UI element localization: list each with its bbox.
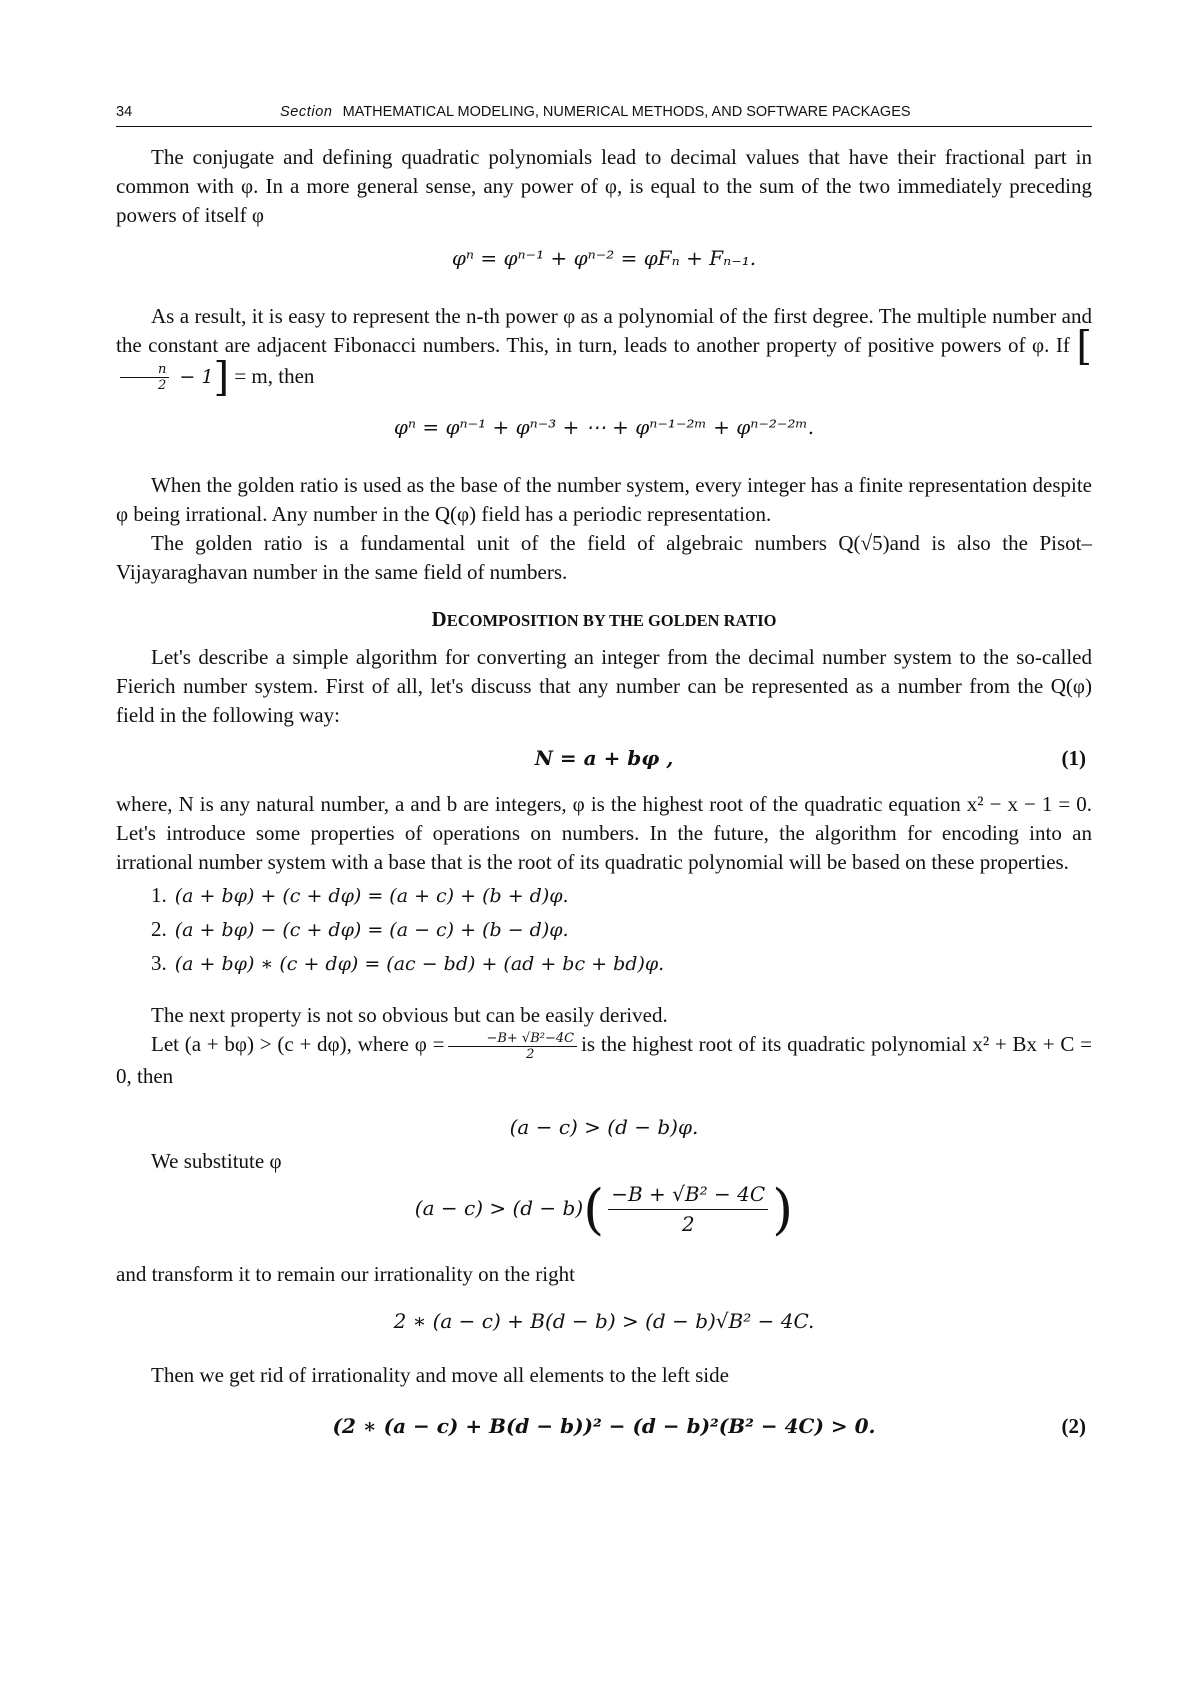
paragraph-2-condition: = m, then bbox=[234, 364, 314, 388]
paragraph-2 bbox=[116, 302, 1092, 393]
equation-1 bbox=[116, 744, 1092, 790]
section-heading bbox=[116, 605, 1092, 635]
equation-2-number: (2) bbox=[1062, 1412, 1087, 1441]
equation-2 bbox=[116, 1412, 1092, 1452]
equation-substitution: (a − c) > (d − b)( −B + √B² − 4C 2 ) bbox=[116, 1180, 1092, 1258]
equation-2-expr: (2 ∗ (a − c) + B(d − b))² − (d − b)²(B² − 4C) > 0. bbox=[333, 1414, 876, 1438]
equation-power: φⁿ = φⁿ⁻¹ + φⁿ⁻² = φFₙ + Fₙ₋₁. bbox=[116, 244, 1092, 302]
property-expression: (a + bφ) ∗ (c + dφ) = (ac − bd) + (ad + bc + bd)φ. bbox=[175, 953, 664, 975]
paragraph-11: Then we get rid of irrationality and move all elements to the left side bbox=[116, 1361, 1092, 1390]
equation-1-number: (1) bbox=[1062, 744, 1087, 773]
paragraph-4: The golden ratio is a fundamental unit of the field of algebraic numbers Q(√5)and is also the Pisot–Vijayaraghavan number in the same field of numbers. bbox=[116, 529, 1092, 587]
property-number: 3. bbox=[151, 951, 167, 975]
paragraph-10: and transform it to remain our irrationality on the right bbox=[116, 1260, 1092, 1289]
paragraph-3: When the golden ratio is used as the base of the number system, every integer has a finite representation despite φ being irrational. Any number in the Q(φ) field has a periodic representation. bbox=[116, 471, 1092, 529]
section-name: MATHEMATICAL MODELING, NUMERICAL METHODS, AND SOFTWARE PACKAGES bbox=[343, 104, 911, 120]
section-word: Section bbox=[280, 104, 333, 120]
phi-fraction: −B+ √B²−4C 2 bbox=[448, 1031, 577, 1062]
equation-1-expr: N = a + bφ , bbox=[535, 746, 674, 770]
floor-expression: [ n 2 − 1] bbox=[116, 335, 1092, 388]
paragraph-8 bbox=[116, 1030, 1092, 1091]
running-header bbox=[116, 100, 1092, 127]
property-expression: (a + bφ) − (c + dφ) = (a − c) + (b − d)φ. bbox=[175, 919, 569, 941]
properties-list bbox=[116, 879, 1092, 981]
section-title bbox=[280, 104, 911, 120]
paragraph-7: The next property is not so obvious but can be easily derived. bbox=[116, 1001, 1092, 1030]
equation-sum: φⁿ = φⁿ⁻¹ + φⁿ⁻³ + ⋯ + φⁿ⁻¹⁻²ᵐ + φⁿ⁻²⁻²ᵐ. bbox=[116, 413, 1092, 471]
equation-inequality: (a − c) > (d − b)φ. bbox=[116, 1113, 1092, 1149]
paragraph-9: We substitute φ bbox=[116, 1147, 1092, 1176]
property-item bbox=[151, 879, 1092, 913]
property-item bbox=[151, 947, 1092, 981]
heading-rest: ECOMPOSITION BY THE GOLDEN RATIO bbox=[447, 611, 777, 630]
paragraph-8-start: Let (a + bφ) > (c + dφ), where φ = bbox=[151, 1032, 444, 1056]
paragraph-1: The conjugate and defining quadratic polynomials lead to decimal values that have their fractional part in common with φ. In a more general sense, any power of φ, is equal to the sum of the two immediately preceding powers of itself φ bbox=[116, 143, 1092, 230]
property-expression: (a + bφ) + (c + dφ) = (a + c) + (b + d)φ. bbox=[175, 885, 569, 907]
property-number: 1. bbox=[151, 883, 167, 907]
paragraph-8-end: is the highest root of its quadratic polynomial x² + Bx + C = 0, then bbox=[116, 1032, 1092, 1088]
page-number: 34 bbox=[116, 104, 132, 120]
paragraph-6: where, N is any natural number, a and b are integers, φ is the highest root of the quadratic equation x² − x − 1 = 0. Let's introduce some properties of operations on numbers. In the future, the algorithm for encoding into an irrational number system with a base that is the root of its quadratic polynomial will be based on these properties. bbox=[116, 790, 1092, 877]
heading-initial: D bbox=[432, 607, 447, 631]
page-body bbox=[116, 143, 1092, 1452]
property-number: 2. bbox=[151, 917, 167, 941]
equation-transform: 2 ∗ (a − c) + B(d − b) > (d − b)√B² − 4C. bbox=[116, 1307, 1092, 1361]
paragraph-5: Let's describe a simple algorithm for converting an integer from the decimal number system to the so-called Fierich number system. First of all, let's discuss that any number can be represented as a number from the Q(φ) field in the following way: bbox=[116, 643, 1092, 730]
property-item bbox=[151, 913, 1092, 947]
paragraph-2-text: As a result, it is easy to represent the n-th power φ as a polynomial of the first degree. The multiple number and the constant are adjacent Fibonacci numbers. This, in turn, leads to another property of positive powers of φ. If bbox=[116, 304, 1092, 357]
